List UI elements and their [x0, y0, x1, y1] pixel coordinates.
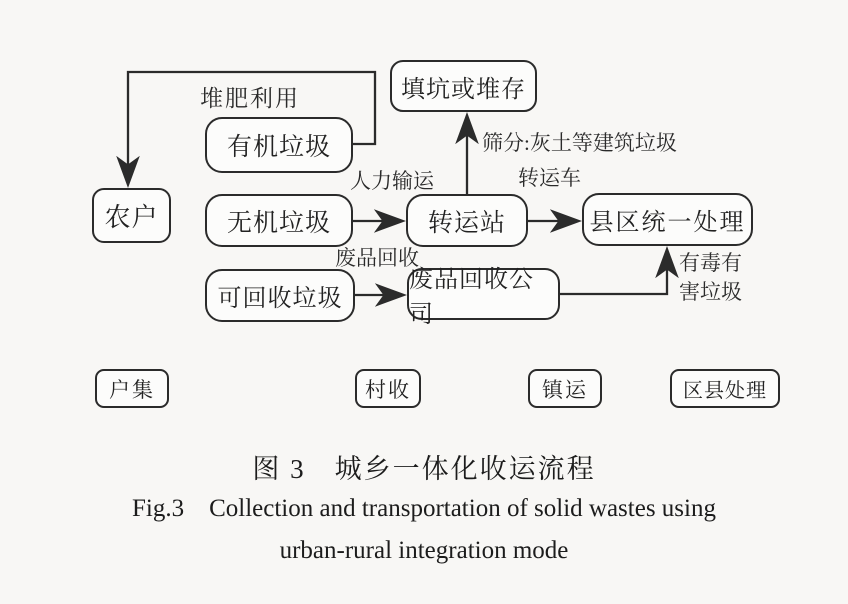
edge-label-hazardous-line2: 害垃圾: [679, 280, 742, 304]
stage-household-collection: 户集: [95, 369, 169, 408]
edge-label-compost-use: 堆肥利用: [200, 86, 300, 111]
stage-village-collection: 村收: [355, 369, 421, 408]
edge-label-scrap-recycling: 废品回收: [335, 246, 419, 270]
node-inorganic-waste: 无机垃圾: [205, 194, 353, 247]
figure-caption-en-line1: Fig.3 Collection and transportation of solid wastes using: [132, 495, 716, 522]
arrow-company-to-county: [560, 250, 667, 294]
node-county-unified-processing: 县区统一处理: [582, 193, 753, 246]
stage-county-processing: 区县处理: [670, 369, 780, 408]
node-landfill-or-stockpile: 填坑或堆存: [390, 60, 537, 112]
figure-caption-zh: 图 3 城乡一体化收运流程: [252, 454, 596, 484]
stage-town-transport: 镇运: [528, 369, 602, 408]
node-recyclable-waste: 可回收垃圾: [205, 269, 355, 322]
edge-label-transfer-vehicle: 转运车: [518, 166, 581, 190]
edge-label-hazardous-line1: 有毒有: [679, 251, 742, 275]
node-organic-waste: 有机垃圾: [205, 117, 353, 173]
figure-caption-en-line2: urban-rural integration mode: [279, 537, 569, 564]
edge-label-screening-note: 筛分:灰土等建筑垃圾: [482, 131, 677, 155]
node-transfer-station: 转运站: [406, 194, 528, 247]
edge-label-manual-transport: 人力输运: [350, 169, 434, 193]
node-recycling-company: 废品回收公司: [407, 268, 560, 320]
node-farmer: 农户: [92, 188, 171, 243]
edge-label-hazardous-waste: [679, 249, 742, 307]
